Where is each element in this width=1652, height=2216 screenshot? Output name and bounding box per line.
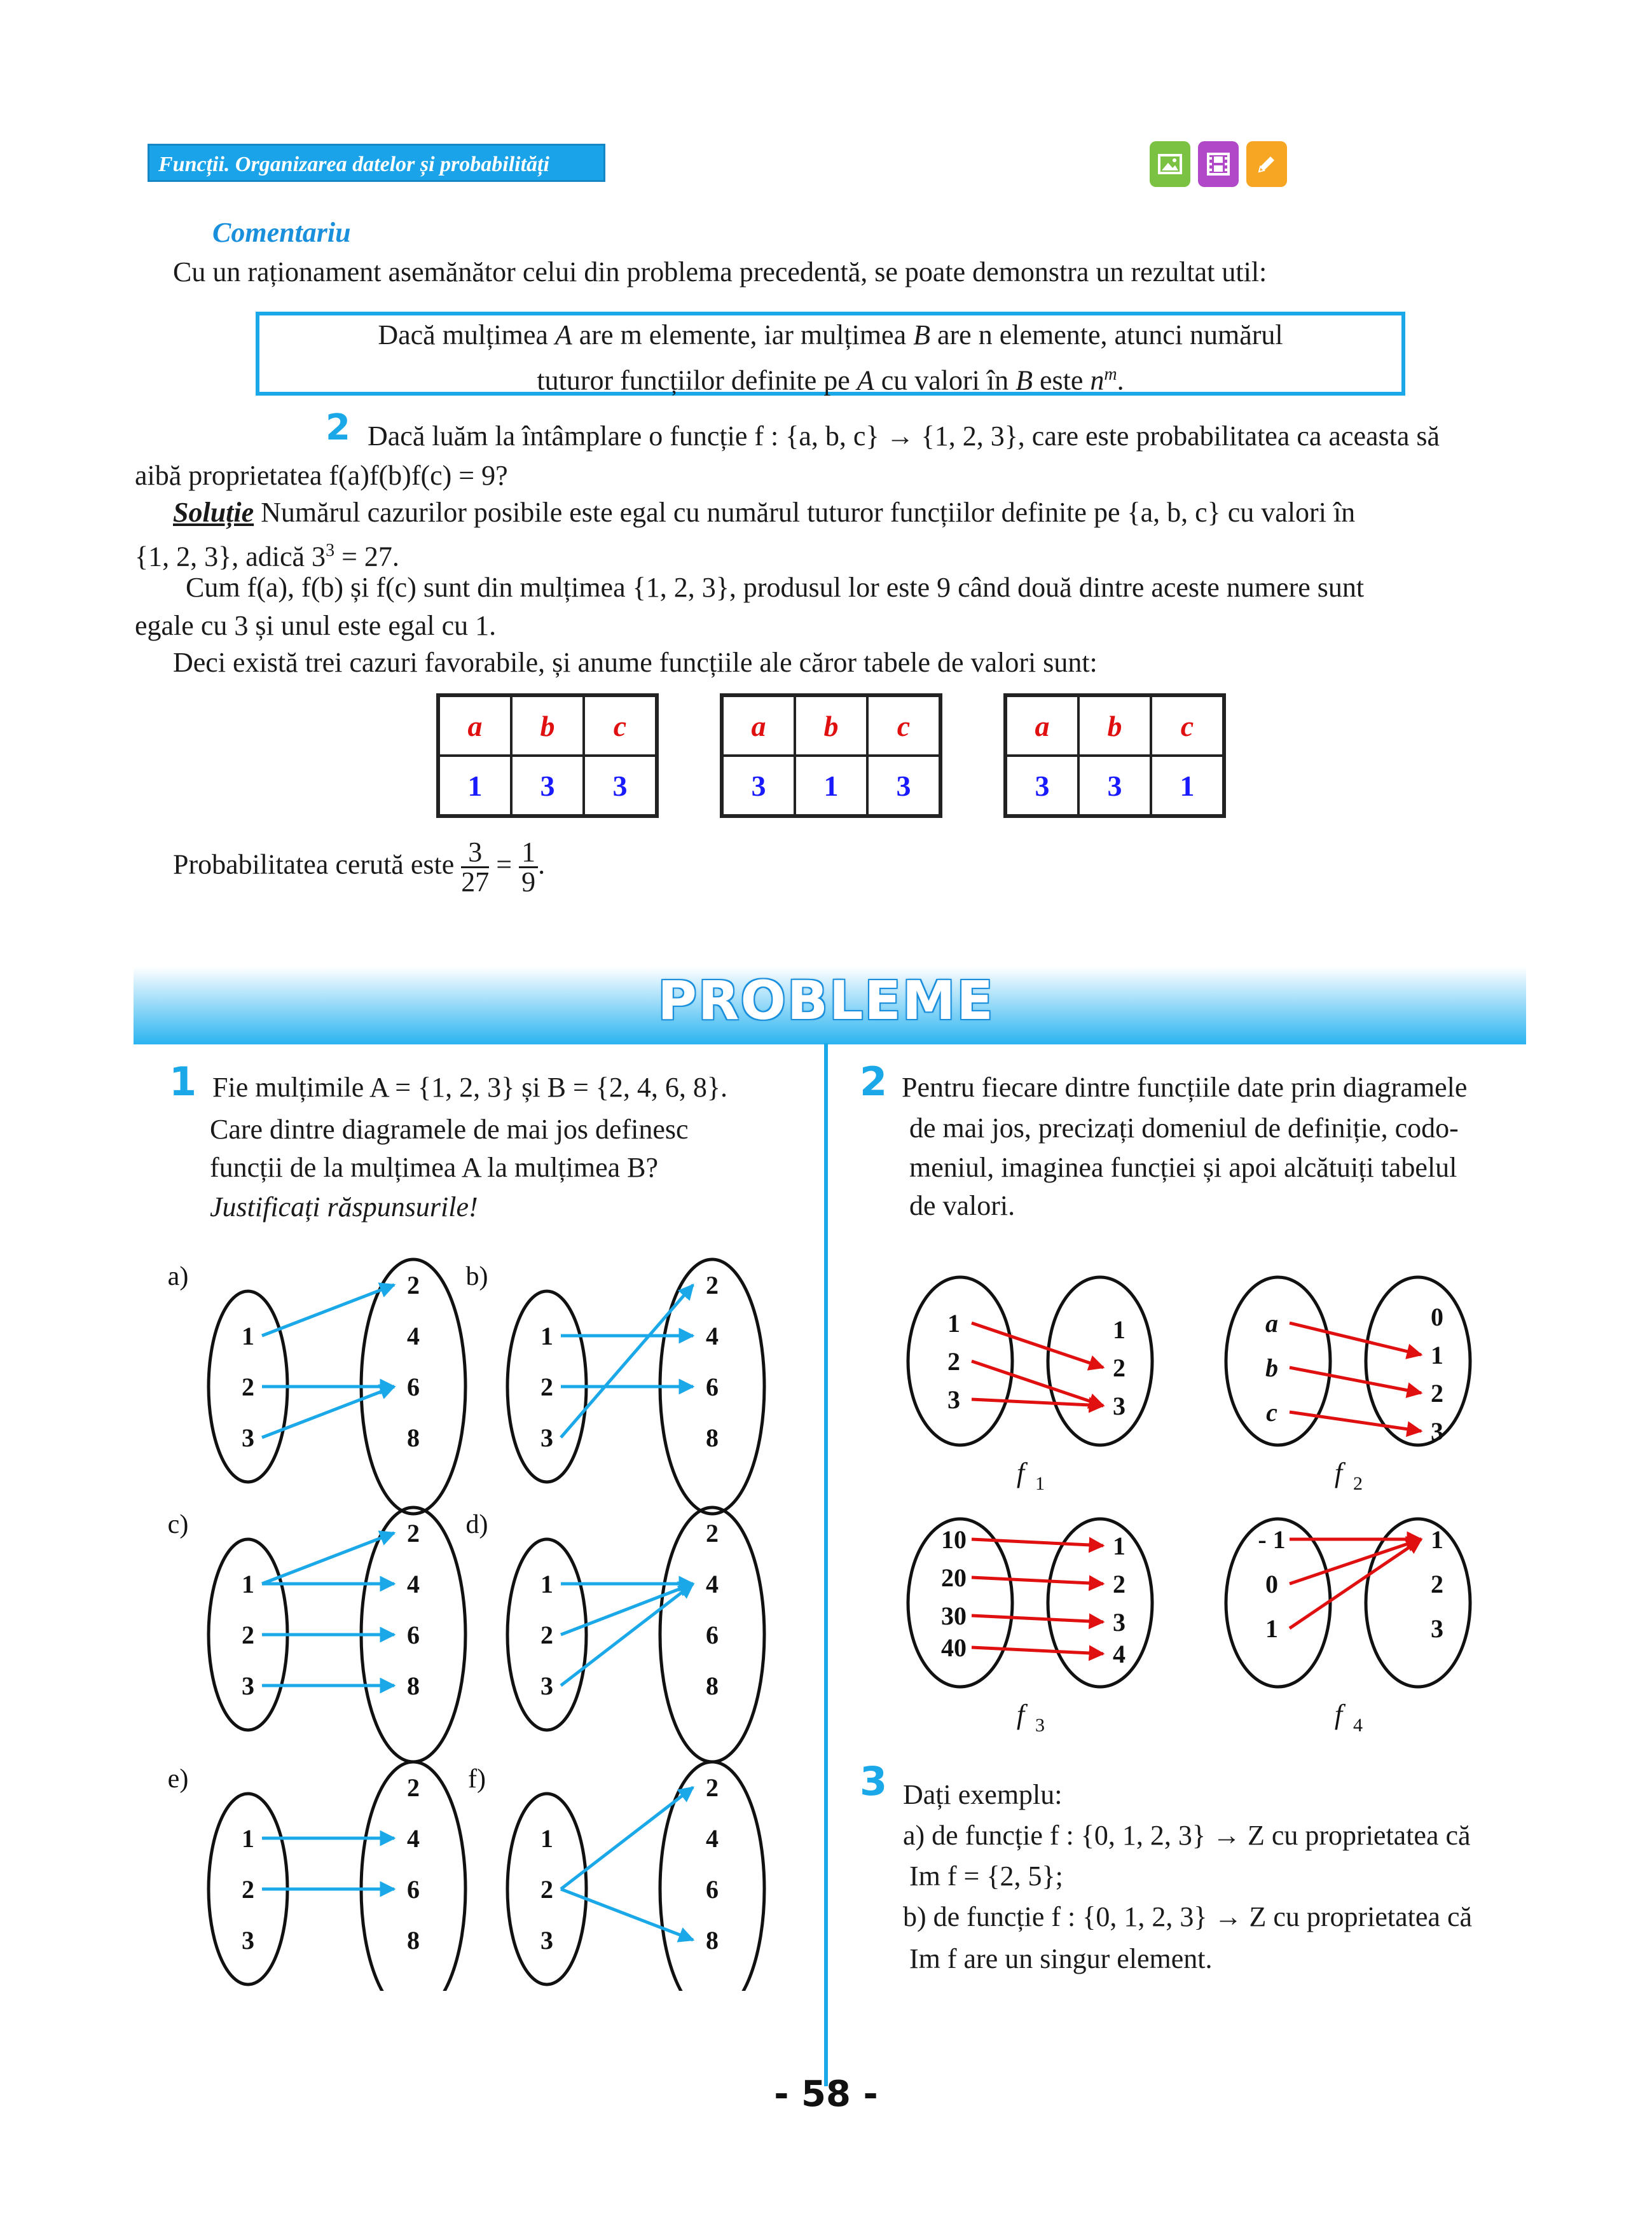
diagram-b [466, 1259, 765, 1514]
domain-element: 3 [540, 1423, 553, 1452]
codomain-element: 6 [706, 1373, 719, 1401]
domain-element: 3 [947, 1385, 960, 1414]
problem-1-line-2: Care dintre diagramele de mai jos definesc [210, 1114, 689, 1145]
codomain-element: 2 [407, 1519, 420, 1548]
domain-element: 2 [540, 1875, 553, 1904]
codomain-element: 0 [1431, 1303, 1443, 1331]
codomain-ellipse [1048, 1277, 1152, 1445]
problem-1-line-3: funcții de la mulțimea A la mulțimea B? [210, 1152, 659, 1183]
domain-element: 3 [540, 1926, 553, 1955]
codomain-element: 6 [407, 1875, 420, 1904]
example-line-1: Dacă luăm la întâmplare o funcție f : {a, b, c} → {1, 2, 3}, care este probabilitatea ca aceasta să [368, 420, 1440, 452]
codomain-element: 2 [1113, 1570, 1125, 1598]
codomain-element: 2 [407, 1271, 420, 1299]
domain-element: 2 [242, 1373, 254, 1401]
function-name-subscript: 1 [1035, 1473, 1045, 1494]
codomain-element: 6 [407, 1621, 420, 1649]
mapping-arrow [262, 1533, 394, 1584]
codomain-element: 2 [1113, 1354, 1125, 1382]
problem-3-line-4: b) de funcție f : {0, 1, 2, 3} → Z cu proprietatea că [903, 1901, 1473, 1932]
problem-2-diagrams [890, 1266, 1526, 1736]
codomain-ellipse [1366, 1277, 1470, 1445]
codomain-element: 2 [706, 1271, 719, 1299]
mapping-arrow [972, 1539, 1103, 1546]
codomain-element: 8 [407, 1926, 420, 1955]
function-name-subscript: 4 [1353, 1715, 1363, 1736]
domain-element: 1 [540, 1824, 553, 1853]
problem-2-line-3: meniul, imaginea funcției și apoi alcătuiți tabelul [909, 1152, 1457, 1183]
domain-element: a [1265, 1309, 1278, 1338]
value-table-1: a b c 1 3 3 [436, 693, 659, 818]
codomain-element: 1 [1431, 1525, 1443, 1554]
domain-element: 1 [242, 1570, 254, 1598]
problem-3-number: 3 [860, 1758, 888, 1804]
domain-element: 3 [242, 1672, 254, 1700]
domain-element: 3 [242, 1423, 254, 1452]
diagram-label: c) [167, 1510, 189, 1539]
pencil-icon[interactable] [1246, 141, 1287, 187]
problem-1-diagrams [165, 1240, 801, 1991]
problem-3-line-3: Im f = {2, 5}; [909, 1860, 1063, 1892]
codomain-element: 3 [1431, 1614, 1443, 1643]
codomain-element: 3 [1431, 1417, 1443, 1446]
diagram-label: f) [468, 1764, 486, 1794]
codomain-element: 2 [706, 1773, 719, 1802]
mapping-arrow [1290, 1539, 1421, 1628]
domain-element: 1 [242, 1824, 254, 1853]
domain-ellipse [1226, 1277, 1330, 1445]
solution-label: Soluție [173, 497, 254, 528]
mapping-arrow [561, 1285, 693, 1437]
theorem-box [256, 312, 1405, 396]
solution-line-2: {1, 2, 3}, adică $3^3 = 27$. [135, 541, 399, 572]
theorem-line-2: tuturor funcțiilor definite pe A cu valori în B este $n^m$. [537, 364, 1124, 396]
codomain-element: 4 [407, 1322, 420, 1350]
diagram-d [466, 1507, 765, 1762]
diagram-f [468, 1762, 764, 1991]
domain-element: 2 [540, 1373, 553, 1401]
solution-line-1: Soluție Numărul cazurilor posibile este egal cu numărul tuturor funcțiilor definite pe {a, b, c} cu valori în [173, 497, 1356, 528]
codomain-element: 8 [706, 1423, 719, 1452]
problem-1-number: 1 [169, 1058, 197, 1105]
function-name-label: f [1334, 1457, 1343, 1488]
codomain-element: 1 [1113, 1315, 1125, 1344]
function-diagram-f1 [908, 1277, 1152, 1494]
codomain-element: 8 [407, 1423, 420, 1452]
problem-3-line-1: Dați exemplu: [903, 1779, 1063, 1810]
codomain-element: 2 [1431, 1379, 1443, 1408]
domain-element: 3 [540, 1672, 553, 1700]
domain-element: 0 [1265, 1570, 1278, 1598]
probability-result: Probabilitatea cerută este $\frac{3}{27}$ = $\frac{1}{9}$ . [173, 836, 546, 897]
codomain-element: 8 [706, 1926, 719, 1955]
film-icon[interactable] [1198, 141, 1239, 187]
function-name-subscript: 2 [1353, 1473, 1363, 1494]
problem-2-number: 2 [860, 1058, 888, 1105]
domain-element: 1 [540, 1570, 553, 1598]
codomain-element: 4 [1113, 1640, 1125, 1668]
function-name-label: f [1016, 1699, 1025, 1730]
theorem-line-1: Dacă mulțimea A are m elemente, iar mulțimea B are n elemente, atunci numărul [378, 319, 1283, 350]
codomain-element: 6 [407, 1373, 420, 1401]
mapping-arrow [1290, 1323, 1421, 1355]
solution-line-5: Deci există trei cazuri favorabile, și anume funcțiile ale căror tabele de valori sunt: [173, 647, 1098, 678]
domain-ellipse [908, 1277, 1012, 1445]
codomain-element: 1 [1431, 1341, 1443, 1369]
mapping-arrow [972, 1323, 1103, 1368]
domain-element: c [1266, 1398, 1277, 1427]
domain-element: 1 [242, 1322, 254, 1350]
mapping-arrow [972, 1577, 1103, 1584]
codomain-element: 6 [706, 1621, 719, 1649]
domain-element: 1 [947, 1309, 960, 1338]
codomain-element: 4 [706, 1570, 719, 1598]
problem-2-line-4: de valori. [909, 1190, 1015, 1221]
example-number: 2 [326, 407, 350, 448]
diagram-label: e) [167, 1764, 189, 1794]
codomain-element: 6 [706, 1875, 719, 1904]
codomain-element: 2 [1431, 1570, 1443, 1598]
comment-intro: Cu un raționament asemănător celui din problema precedentă, se poate demonstra un rezultat util: [173, 256, 1267, 287]
chapter-title-badge [148, 144, 605, 182]
domain-element: 2 [242, 1875, 254, 1904]
codomain-element: 8 [407, 1672, 420, 1700]
function-name-label: f [1016, 1457, 1025, 1488]
diagram-label: a) [167, 1262, 189, 1291]
mapping-arrow [972, 1647, 1103, 1654]
problems-banner-title: PROBLEME [657, 969, 995, 1032]
diagram-label: b) [465, 1262, 488, 1291]
domain-element: 2 [242, 1621, 254, 1649]
mapping-arrow [262, 1285, 394, 1336]
domain-element: 1 [1265, 1614, 1278, 1643]
value-table-3: a b c 3 3 1 [1003, 693, 1226, 818]
codomain-element: 3 [1113, 1392, 1125, 1420]
problem-1-line-1: Fie mulțimile A = {1, 2, 3} și B = {2, 4, 6, 8}. [212, 1072, 728, 1103]
codomain-ellipse [1366, 1519, 1470, 1687]
mapping-arrow [561, 1584, 693, 1686]
codomain-element: 1 [1113, 1532, 1125, 1560]
mapping-arrow [262, 1387, 394, 1437]
diagram-c [168, 1507, 465, 1762]
image-icon[interactable] [1150, 141, 1190, 187]
codomain-element: 2 [706, 1519, 719, 1548]
solution-line-3: Cum f(a), f(b) și f(c) sunt din mulțimea {1, 2, 3}, produsul lor este 9 când două dintre aceste numere sunt [186, 572, 1365, 603]
problem-2-line-2: de mai jos, precizați domeniul de definiție, codo- [909, 1112, 1459, 1144]
comment-title: Comentariu [212, 217, 351, 248]
value-table-2: a b c 3 1 3 [720, 693, 942, 818]
domain-element: 2 [947, 1347, 960, 1376]
domain-element: - 1 [1258, 1525, 1286, 1554]
problem-3-line-5: Im f are un singur element. [909, 1943, 1213, 1974]
diagram-e [168, 1762, 465, 1991]
problem-1-line-4: Justificați răspunsurile! [210, 1191, 478, 1222]
function-name-label: f [1334, 1699, 1343, 1730]
diagram-a [168, 1259, 465, 1514]
domain-element: 1 [540, 1322, 553, 1350]
mapping-arrow [1290, 1539, 1421, 1584]
domain-element: 2 [540, 1621, 553, 1649]
codomain-element: 4 [407, 1824, 420, 1853]
page-number: - 58 - [774, 2074, 878, 2115]
function-diagram-f4 [1226, 1519, 1470, 1736]
solution-line-4: egale cu 3 și unul este egal cu 1. [135, 610, 497, 641]
example-line-2: aibă proprietatea f(a)f(b)f(c) = 9? [135, 460, 508, 491]
domain-element: b [1265, 1354, 1278, 1382]
chapter-title: Funcții. Organizarea datelor și probabilități [158, 153, 549, 176]
mapping-arrow [1290, 1368, 1421, 1393]
function-name-subscript: 3 [1035, 1715, 1045, 1736]
codomain-element: 3 [1113, 1608, 1125, 1637]
domain-element: 3 [242, 1926, 254, 1955]
domain-element: 30 [941, 1602, 967, 1630]
problem-3-line-2: a) de funcție f : {0, 1, 2, 3} → Z cu proprietatea că [903, 1820, 1471, 1851]
problem-2-line-1: Pentru fiecare dintre funcțiile date prin diagramele [902, 1072, 1468, 1103]
domain-element: 10 [941, 1525, 967, 1554]
diagram-label: d) [465, 1510, 488, 1539]
codomain-element: 8 [706, 1672, 719, 1700]
function-diagram-f3 [908, 1519, 1152, 1736]
codomain-element: 4 [407, 1570, 420, 1598]
codomain-element: 4 [706, 1824, 719, 1853]
codomain-element: 2 [407, 1773, 420, 1802]
domain-element: 20 [941, 1563, 967, 1592]
domain-element: 40 [941, 1633, 967, 1662]
codomain-element: 4 [706, 1322, 719, 1350]
column-divider [824, 1043, 828, 2086]
mapping-arrow [972, 1616, 1103, 1622]
function-diagram-f2 [1226, 1277, 1470, 1494]
